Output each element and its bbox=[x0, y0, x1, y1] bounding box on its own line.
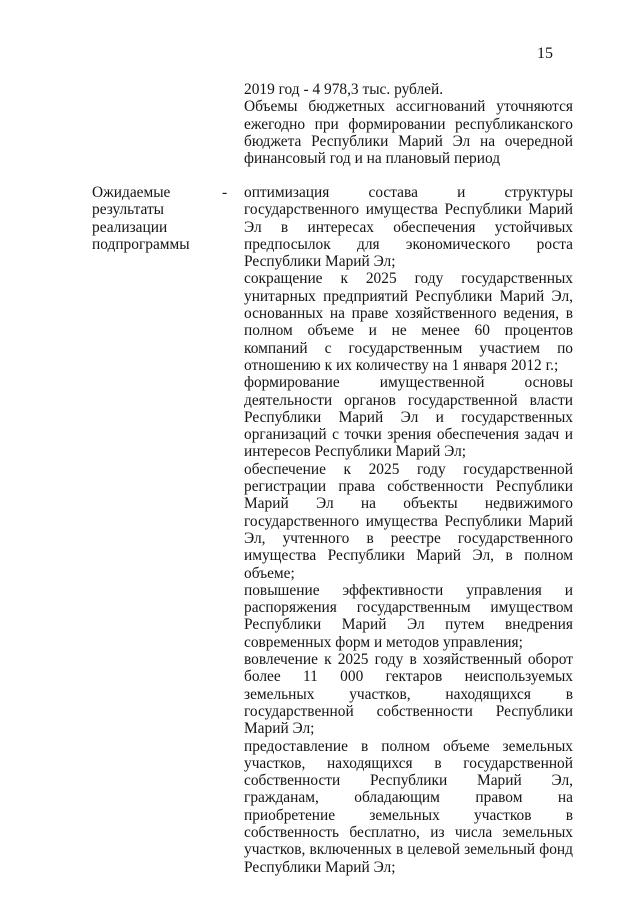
result-item: обеспечение к 2025 году государственной регистрации права собственности Республики Марий Эл на объекты недвижимого государственного имущества Республики Марий Эл, учтенного в реестре государственного имущества Республики Марий Эл, в полном объеме; bbox=[244, 460, 573, 582]
label-line: Ожидаемые bbox=[92, 184, 171, 201]
label-line: подпрограммы bbox=[92, 235, 190, 253]
label-line: результаты bbox=[92, 201, 165, 219]
result-item: повышение эффективности управления и распоряжения государственным имуществом Республики Марий Эл путем внедрения современных форм и методов управления; bbox=[244, 581, 573, 651]
page-number: 15 bbox=[537, 45, 553, 62]
expected-results-list bbox=[244, 184, 573, 876]
result-item: предоставление в полном объеме земельных участков, находящихся в государственной собственности Республики Марий Эл, гражданам, обладающим правом на приобретение земельных участков в собственность бесплатно, из числа земельных участков, включенных в целевой земельный фонд Республики Марий Эл; bbox=[244, 737, 573, 876]
label-dash: - bbox=[222, 184, 228, 201]
funding-note-paragraph: Объемы бюджетных ассигнований уточняются ежегодно при формировании республиканского бюджета Республики Марий Эл на очередной финансовый год и на плановый период bbox=[244, 98, 573, 168]
funding-continuation bbox=[244, 81, 573, 167]
label-line: реализации bbox=[92, 218, 168, 236]
funding-2019-line: 2019 год - 4 978,3 тыс. рублей. bbox=[244, 81, 444, 98]
result-item: вовлечение к 2025 году в хозяйственный оборот более 11 000 гектаров неиспользуемых земельных участков, находящихся в государственной собственности Республики Марий Эл; bbox=[244, 651, 573, 738]
result-item: формирование имущественной основы деятельности органов государственной власти Республики Марий Эл и государственных организаций с точки зрения обеспечения задач и интересов Республики Марий Эл; bbox=[244, 374, 573, 461]
expected-results-label bbox=[92, 184, 232, 253]
result-item: оптимизация состава и структуры государственного имущества Республики Марий Эл в интересах обеспечения устойчивых предпосылок для экономического роста Республики Марий Эл; bbox=[244, 184, 573, 271]
result-item: сокращение к 2025 году государственных унитарных предприятий Республики Марий Эл, основанных на праве хозяйственного ведения, в полном объеме и не менее 60 процентов компаний с государственным участием по отношению к их количеству на 1 января 2012 г.; bbox=[244, 270, 573, 374]
